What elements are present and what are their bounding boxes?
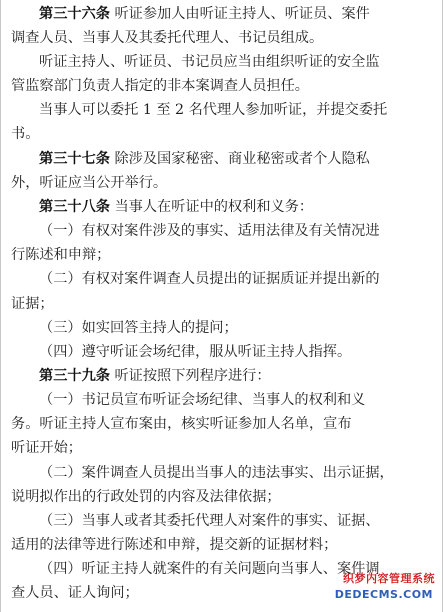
text-line [39, 268, 434, 290]
line-text: 当事人在听证中的权利和义务： [109, 199, 314, 215]
line-text: 除涉及国家秘密、商业秘密或者个人隐私 [109, 151, 370, 167]
text-line [39, 341, 434, 363]
line-text: （二）有权对案件调查人员提出的证据质证并提出新的 [39, 271, 380, 287]
line-text: 当事人可以委托 1 至 2 名代理人参加听证，并提交委托 [39, 102, 388, 118]
text-line [11, 293, 434, 315]
line-text: 行陈述和申辩； [11, 247, 111, 263]
text-line [11, 75, 434, 97]
article-label: 第三十七条 [39, 151, 110, 167]
article-label: 第三十六条 [39, 6, 110, 22]
line-text: 听证开始； [11, 440, 82, 456]
line-text: 听证参加人由听证主持人、听证员、案件 [109, 6, 370, 22]
line-text: （一）书记员宣布听证会场纪律、当事人的权利和义 [39, 392, 366, 408]
text-line [39, 558, 434, 580]
text-line [39, 3, 434, 25]
line-text: 说明拟作出的行政处罚的内容及法律依据； [11, 489, 281, 505]
line-text: 书。 [11, 126, 40, 142]
text-line [39, 196, 434, 218]
text-line [11, 27, 434, 49]
line-text: 听证主持人、听证员、书记员应当由组织听证的安全监 [39, 54, 380, 70]
text-line [39, 148, 434, 170]
line-text: （四）听证主持人就案件的有关问题向当事人、案件调 [39, 561, 380, 577]
text-line [39, 99, 434, 121]
watermark-title: 织梦内容管理系统 [343, 572, 435, 585]
line-text: 外，听证应当公开举行。 [11, 175, 168, 191]
line-text: 证据； [11, 296, 54, 312]
text-line [39, 510, 434, 532]
article-label: 第三十八条 [39, 199, 110, 215]
text-line [11, 437, 434, 459]
line-text: （二）案件调查人员提出当事人的违法事实、出示证据， [39, 465, 394, 481]
text-line [11, 486, 434, 508]
line-text: （三）如实回答主持人的提问； [39, 320, 238, 336]
text-line [11, 244, 434, 266]
text-line [11, 582, 434, 604]
text-line [39, 317, 434, 339]
text-line [39, 51, 434, 73]
text-line [11, 172, 434, 194]
line-text: 听证按照下列程序进行： [109, 368, 271, 384]
line-text: （三）当事人或者其委托代理人对案件的事实、证据、 [39, 513, 380, 529]
text-line [11, 123, 434, 145]
text-line [11, 413, 434, 435]
text-line [39, 389, 434, 411]
line-text: 适用的法律等进行陈述和申辩，提交新的证据材料； [11, 537, 338, 553]
article-label: 第三十九条 [39, 368, 110, 384]
line-text: （一）有权对案件涉及的事实、适用法律及有关情况进 [39, 223, 380, 239]
line-text: 管监察部门负责人指定的非本案调查人员担任。 [11, 78, 309, 94]
line-text: （四）遵守听证会场纪律，服从听证主持人指挥。 [39, 344, 352, 360]
text-line [39, 365, 434, 387]
line-text: 查人员、证人询问； [11, 585, 139, 601]
line-text: 调查人员、当事人及其委托代理人、书记员组成。 [11, 30, 324, 46]
text-line [39, 220, 434, 242]
text-line [11, 534, 434, 556]
line-text: 务。听证主持人宣布案由，核实听证参加人名单，宣布 [11, 416, 352, 432]
text-line [39, 462, 434, 484]
watermark-domain: DEDECMS.COM [334, 588, 433, 601]
